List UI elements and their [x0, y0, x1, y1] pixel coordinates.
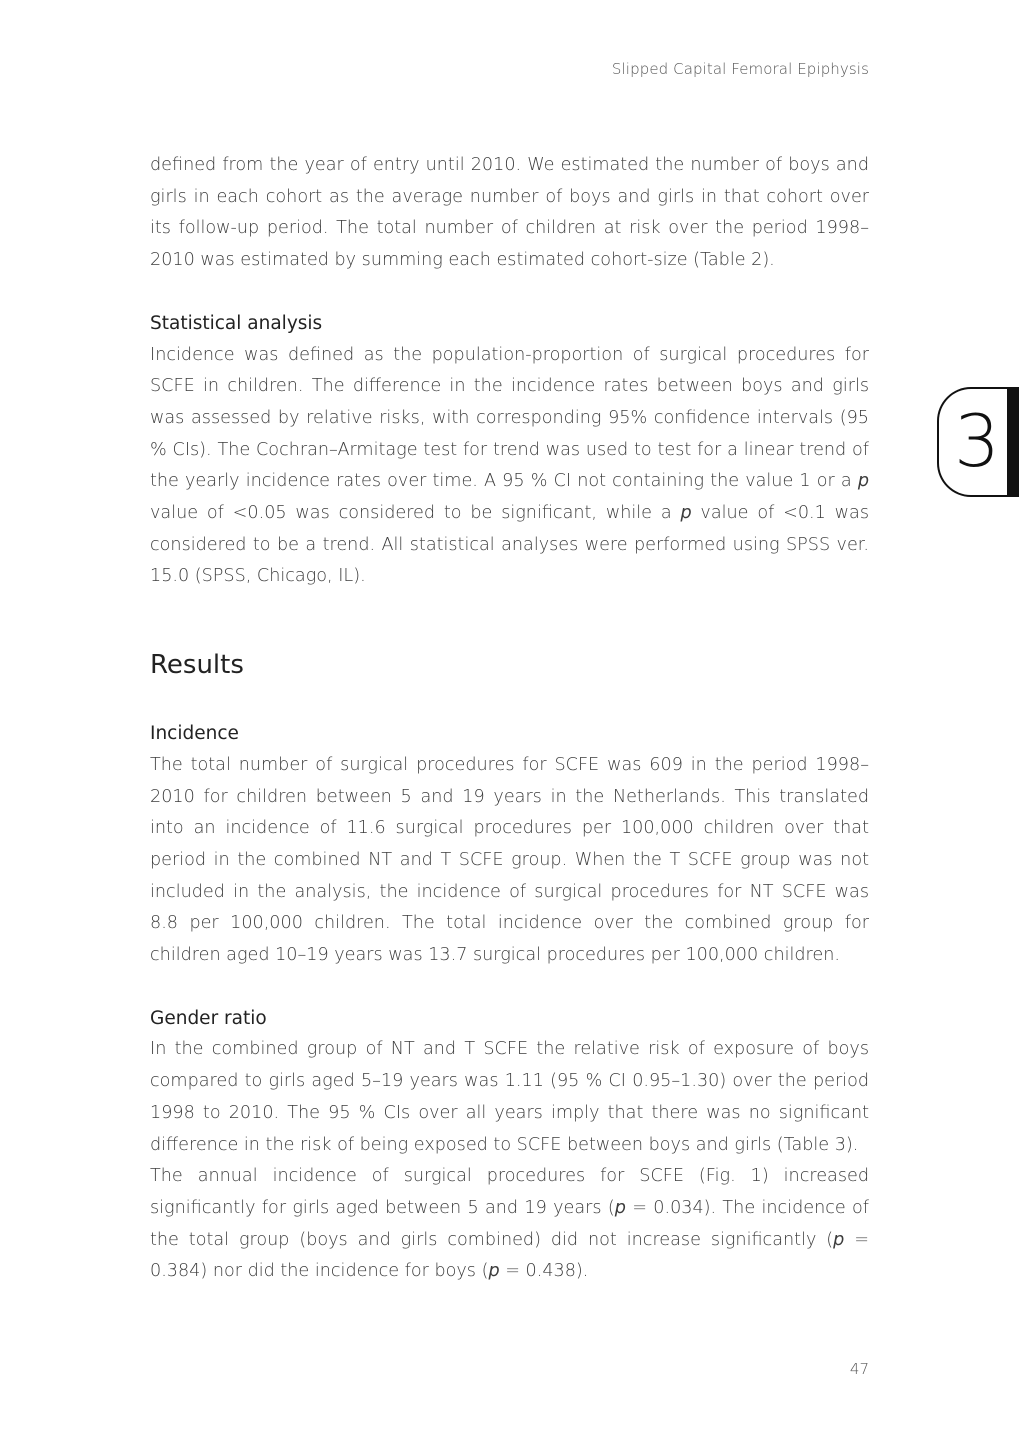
gender-ratio-paragraph-2: The annual incidence of surgical procedures for SCFE (Fig. 1) increased significantly for girls aged between 5 and 19 years (p = 0.034). The incidence of the total group (boys and girls combined) did not increase significantly (p = 0.384) nor did the incidence for boys (p = 0.438). [150, 1166, 869, 1282]
incidence-heading: Incidence [150, 723, 239, 745]
intro-paragraph: defined from the year of entry until 2010. We estimated the number of boys and girls in each cohort as the average number of boys and girls in that cohort over its follow-up period. The total number of children at risk over the period 1998–2010 was estimated by summing each estimated cohort-size (Table 2). [150, 155, 869, 271]
statistical-analysis-paragraph: Incidence was defined as the population-proportion of surgical procedures for SCFE in children. The difference in the incidence rates between boys and girls was assessed by relative risks, with corresponding 95% confidence intervals (95 % CIs). The Cochran–Armitage test for trend was used to test for a linear trend of the yearly incidence rates over time. A 95 % CI not containing the value 1 or a p value of <0.05 was considered to be significant, while a p value of <0.1 was considered to be a trend. All statistical analyses were performed using SPSS ver. 15.0 (SPSS, Chicago, IL). [150, 344, 869, 587]
p-symbol: p [488, 1261, 500, 1282]
page-number: 47 [849, 1360, 869, 1378]
chapter-tab-bar [1007, 387, 1019, 497]
p-symbol: p [857, 471, 869, 492]
statistical-analysis-heading: Statistical analysis [150, 312, 323, 334]
main-content [150, 150, 869, 1288]
chapter-tab [937, 387, 1019, 497]
incidence-paragraph: The total number of surgical procedures for SCFE was 609 in the period 1998–2010 for children between 5 and 19 years in the Netherlands. This translated into an incidence of 11.6 surgical procedures per 100,000 children over that period in the combined NT and T SCFE group. When the T SCFE group was not included in the analysis, the incidence of surgical procedures for NT SCFE was 8.8 per 100,000 children. The total incidence over the combined group for children aged 10–19 years was 13.7 surgical procedures per 100,000 children. [150, 754, 869, 966]
chapter-number: 3 [954, 399, 1000, 483]
results-title: Results [150, 650, 244, 681]
running-header: Slipped Capital Femoral Epiphysis [611, 60, 869, 78]
p-symbol: p [833, 1229, 845, 1250]
gender-ratio-paragraph-1: In the combined group of NT and T SCFE the relative risk of exposure of boys compared to girls aged 5–19 years was 1.11 (95 % CI 0.95–1.30) over the period 1998 to 2010. The 95 % CIs over all years imply that there was no significant difference in the risk of being exposed to SCFE between boys and girls (Table 3). [150, 1039, 869, 1155]
p-symbol: p [680, 503, 692, 524]
p-symbol: p [614, 1197, 626, 1218]
gender-ratio-heading: Gender ratio [150, 1007, 267, 1029]
